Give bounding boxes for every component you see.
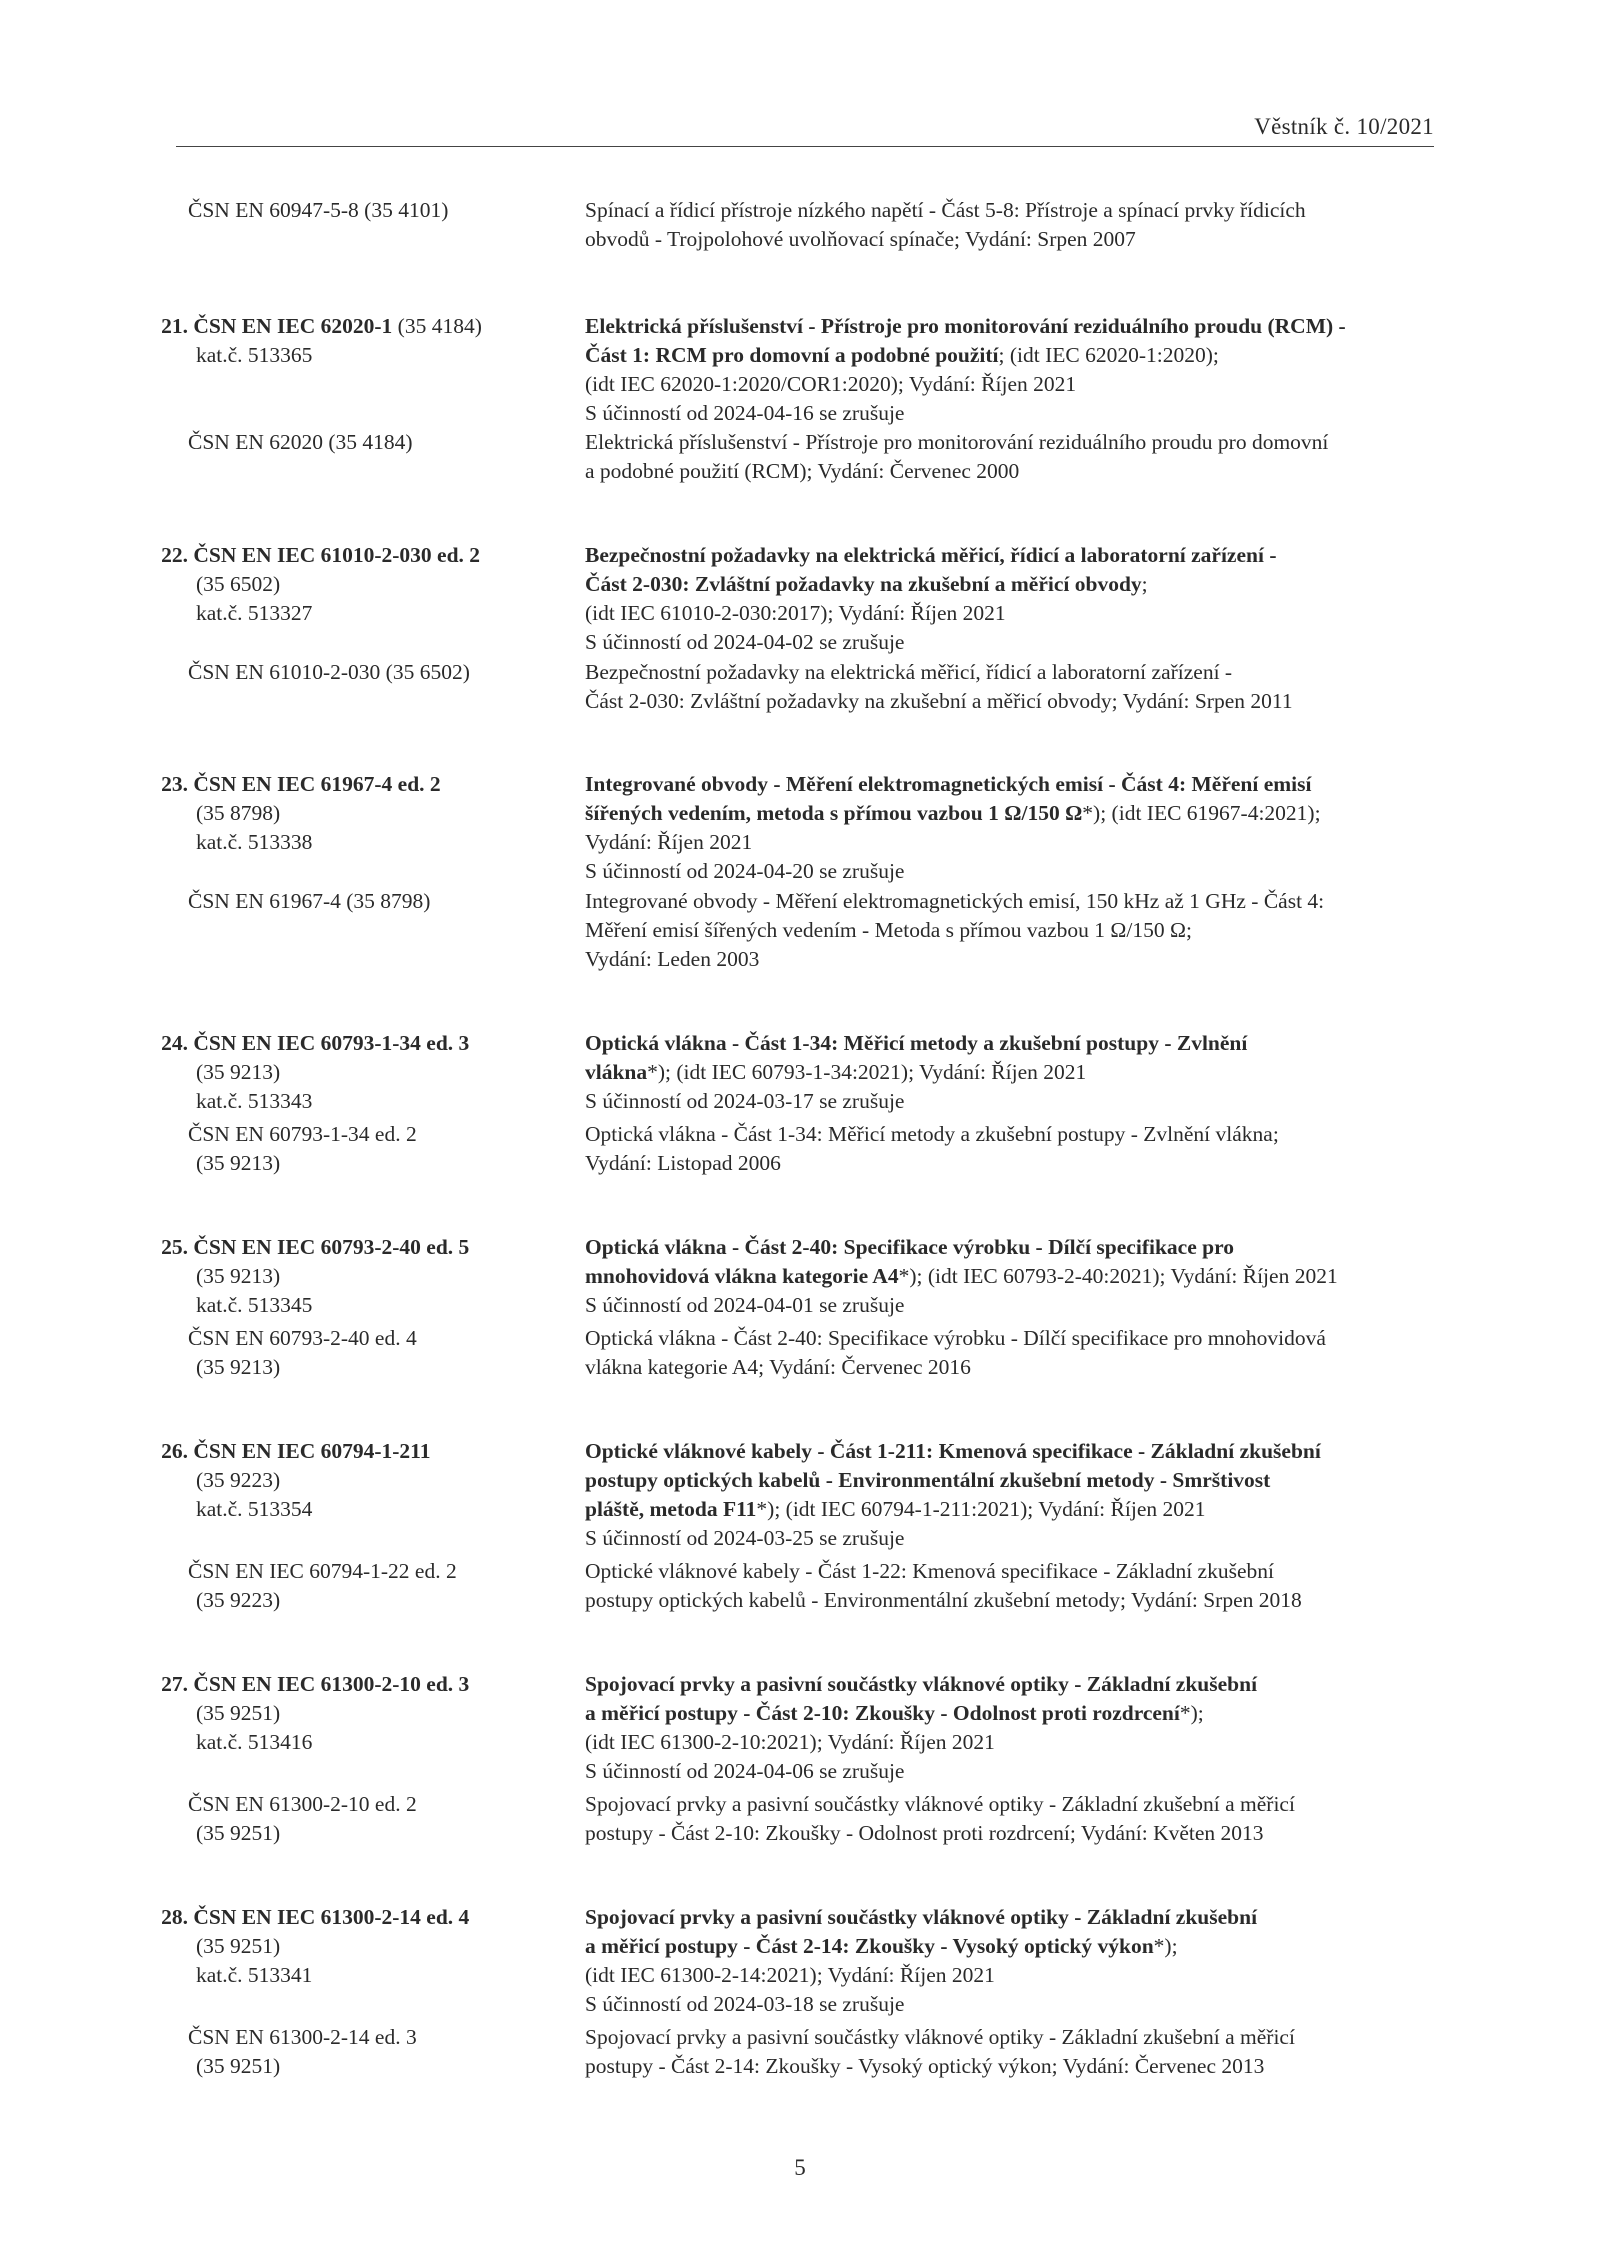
page-header bbox=[176, 112, 1434, 147]
title-rest: (idt IEC 61300-2-10:2021); Vydání: Říjen 2021 bbox=[585, 1730, 995, 1754]
new-standard-code bbox=[161, 312, 578, 370]
new-standard-description bbox=[585, 312, 1445, 428]
new-standard-description bbox=[585, 1029, 1445, 1116]
old-code-line: ČSN EN 61300-2-10 ed. 2 bbox=[188, 1792, 417, 1816]
title-bold: Optická vlákna - Část 2-40: Specifikace výrobku - Dílčí specifikace pro bbox=[585, 1235, 1234, 1259]
entry-number: 22. bbox=[161, 543, 188, 567]
old-desc-line: Integrované obvody - Měření elektromagnetických emisí, 150 kHz až 1 GHz - Část 4: bbox=[585, 889, 1325, 913]
standard-meta: (35 9213) bbox=[196, 1264, 281, 1288]
standard-code: ČSN EN IEC 61010-2-030 ed. 2 bbox=[193, 543, 481, 567]
old-standard-description bbox=[585, 887, 1445, 974]
new-standard-description bbox=[585, 1437, 1445, 1553]
standard-meta: kat.č. 513341 bbox=[196, 1963, 313, 1987]
new-standard-code bbox=[161, 541, 578, 628]
title-bold: Optické vláknové kabely - Část 1-211: Kmenová specifikace - Základní zkušební bbox=[585, 1439, 1321, 1463]
entry-number: 26. bbox=[161, 1439, 188, 1463]
title-rest: S účinností od 2024-03-17 se zrušuje bbox=[585, 1089, 905, 1113]
entry-number: 23. bbox=[161, 772, 188, 796]
title-rest: S účinností od 2024-03-18 se zrušuje bbox=[585, 1992, 905, 2016]
title-rest: S účinností od 2024-04-02 se zrušuje bbox=[585, 630, 905, 654]
new-standard-description bbox=[585, 1903, 1445, 2019]
new-standard-code bbox=[161, 1437, 578, 1524]
old-desc-line: Vydání: Listopad 2006 bbox=[585, 1151, 781, 1175]
standard-meta: (35 9223) bbox=[196, 1468, 281, 1492]
old-standard-description bbox=[585, 1324, 1445, 1382]
standard-code: ČSN EN IEC 61967-4 ed. 2 bbox=[193, 772, 441, 796]
old-desc-line: Spojovací prvky a pasivní součástky vláknové optiky - Základní zkušební a měřicí bbox=[585, 1792, 1295, 1816]
standard-code: ČSN EN IEC 61300-2-14 ed. 4 bbox=[193, 1905, 470, 1929]
new-standard-code bbox=[161, 1233, 578, 1320]
title-rest: *); bbox=[1179, 1701, 1204, 1725]
old-standard-code bbox=[188, 1324, 578, 1382]
new-standard-code bbox=[161, 1903, 578, 1990]
old-code-line: ČSN EN 61010-2-030 (35 6502) bbox=[188, 660, 470, 684]
old-standard-description bbox=[585, 658, 1445, 716]
old-desc-line: postupy - Část 2-14: Zkoušky - Vysoký optický výkon; Vydání: Červenec 2013 bbox=[585, 2054, 1265, 2078]
new-standard-code bbox=[161, 770, 578, 857]
old-code-line: ČSN EN IEC 60794-1-22 ed. 2 bbox=[188, 1559, 457, 1583]
old-standard-description bbox=[585, 1557, 1445, 1615]
title-bold: Spojovací prvky a pasivní součástky vláknové optiky - Základní zkušební bbox=[585, 1672, 1258, 1696]
standard-code: ČSN EN IEC 61300-2-10 ed. 3 bbox=[193, 1672, 470, 1696]
entry-number: 28. bbox=[161, 1905, 188, 1929]
old-standard-code bbox=[188, 1120, 578, 1178]
standard-code: ČSN EN IEC 62020-1 bbox=[193, 314, 393, 338]
old-desc-line: Vydání: Leden 2003 bbox=[585, 947, 760, 971]
old-desc-line: Bezpečnostní požadavky na elektrická měřicí, řídicí a laboratorní zařízení - bbox=[585, 660, 1233, 684]
title-bold: Část 1: RCM pro domovní a podobné použití bbox=[585, 343, 999, 367]
title-rest: ; bbox=[1141, 572, 1148, 596]
title-bold: Část 2-030: Zvláštní požadavky na zkušební a měřicí obvody bbox=[585, 572, 1142, 596]
standard-meta: kat.č. 513343 bbox=[196, 1089, 313, 1113]
old-code-line: (35 9223) bbox=[196, 1588, 281, 1612]
entry-number: 21. bbox=[161, 314, 188, 338]
title-rest: *); bbox=[1153, 1934, 1178, 1958]
old-desc-line: Elektrická příslušenství - Přístroje pro monitorování reziduálního proudu pro domovní bbox=[585, 430, 1329, 454]
new-standard-code bbox=[161, 1029, 578, 1116]
entry-number: 25. bbox=[161, 1235, 188, 1259]
title-bold: Bezpečnostní požadavky na elektrická měřicí, řídicí a laboratorní zařízení - bbox=[585, 543, 1277, 567]
title-bold: šířených vedením, metoda s přímou vazbou 1 Ω/150 Ω bbox=[585, 801, 1083, 825]
standard-meta: kat.č. 513416 bbox=[196, 1730, 313, 1754]
standard-code: ČSN EN IEC 60793-1-34 ed. 3 bbox=[193, 1031, 470, 1055]
title-rest: (idt IEC 62020-1:2020/COR1:2020); Vydání: Říjen 2021 bbox=[585, 372, 1077, 396]
old-desc-line: Část 2-030: Zvláštní požadavky na zkušební a měřicí obvody; Vydání: Srpen 2011 bbox=[585, 689, 1293, 713]
standard-class: (35 4184) bbox=[392, 314, 482, 338]
old-standard-code bbox=[188, 2023, 578, 2081]
old-desc-line: a podobné použití (RCM); Vydání: Červenec 2000 bbox=[585, 459, 1020, 483]
old-code-line: ČSN EN 60793-2-40 ed. 4 bbox=[188, 1326, 417, 1350]
old-desc-line: Spojovací prvky a pasivní součástky vláknové optiky - Základní zkušební a měřicí bbox=[585, 2025, 1295, 2049]
old-standard-code: ČSN EN 60947-5-8 (35 4101) bbox=[188, 198, 449, 222]
title-rest: S účinností od 2024-04-16 se zrušuje bbox=[585, 401, 905, 425]
old-code-line: (35 9251) bbox=[196, 1821, 281, 1845]
old-desc-line: Optická vlákna - Část 2-40: Specifikace výrobku - Dílčí specifikace pro mnohovidová bbox=[585, 1326, 1326, 1350]
old-desc-line: postupy - Část 2-10: Zkoušky - Odolnost proti rozdrcení; Vydání: Květen 2013 bbox=[585, 1821, 1264, 1845]
title-bold: pláště, metoda F11 bbox=[585, 1497, 757, 1521]
standard-meta: kat.č. 513338 bbox=[196, 830, 313, 854]
old-code-line: ČSN EN 61967-4 (35 8798) bbox=[188, 889, 431, 913]
old-desc-line: Měření emisí šířených vedením - Metoda s přímou vazbou 1 Ω/150 Ω; bbox=[585, 918, 1192, 942]
title-rest: S účinností od 2024-04-06 se zrušuje bbox=[585, 1759, 905, 1783]
title-rest: (idt IEC 61010-2-030:2017); Vydání: Říjen 2021 bbox=[585, 601, 1006, 625]
title-rest: *); (idt IEC 61967-4:2021); bbox=[1082, 801, 1321, 825]
title-rest: *); (idt IEC 60793-1-34:2021); Vydání: Říjen 2021 bbox=[647, 1060, 1087, 1084]
title-bold: mnohovidová vlákna kategorie A4 bbox=[585, 1264, 899, 1288]
standard-meta: (35 8798) bbox=[196, 801, 281, 825]
page-number: 5 bbox=[794, 2155, 806, 2180]
old-desc-line: postupy optických kabelů - Environmentální zkušební metody; Vydání: Srpen 2018 bbox=[585, 1588, 1302, 1612]
entry-number: 27. bbox=[161, 1672, 188, 1696]
standard-meta: kat.č. 513354 bbox=[196, 1497, 313, 1521]
entry-number: 24. bbox=[161, 1031, 188, 1055]
title-rest: (idt IEC 61300-2-14:2021); Vydání: Říjen 2021 bbox=[585, 1963, 995, 1987]
old-desc-line: vlákna kategorie A4; Vydání: Červenec 2016 bbox=[585, 1355, 971, 1379]
standard-code: ČSN EN IEC 60794-1-211 bbox=[193, 1439, 431, 1463]
standard-meta: kat.č. 513365 bbox=[196, 343, 313, 367]
standard-code: ČSN EN IEC 60793-2-40 ed. 5 bbox=[193, 1235, 470, 1259]
title-bold: a měřicí postupy - Část 2-14: Zkoušky - Vysoký optický výkon bbox=[585, 1934, 1154, 1958]
old-standard-code bbox=[188, 1790, 578, 1848]
old-code-line: (35 9213) bbox=[196, 1355, 281, 1379]
old-code-line: ČSN EN 61300-2-14 ed. 3 bbox=[188, 2025, 417, 2049]
new-standard-description bbox=[585, 1670, 1445, 1786]
old-code-line: (35 9213) bbox=[196, 1151, 281, 1175]
title-bold: Spojovací prvky a pasivní součástky vláknové optiky - Základní zkušební bbox=[585, 1905, 1258, 1929]
old-standard-code bbox=[188, 887, 578, 916]
title-rest: *); (idt IEC 60793-2-40:2021); Vydání: Říjen 2021 bbox=[898, 1264, 1338, 1288]
old-standard-description bbox=[585, 2023, 1445, 2081]
new-standard-code bbox=[161, 1670, 578, 1757]
new-standard-description bbox=[585, 770, 1445, 886]
standard-meta: (35 9213) bbox=[196, 1060, 281, 1084]
old-standard-code bbox=[188, 1557, 578, 1615]
bulletin-title: Věstník č. 10/2021 bbox=[1254, 114, 1434, 139]
new-standard-description bbox=[585, 1233, 1445, 1320]
standard-meta: (35 6502) bbox=[196, 572, 281, 596]
old-standard-description bbox=[585, 1790, 1445, 1848]
old-standard-code bbox=[188, 658, 578, 687]
title-rest: Vydání: Říjen 2021 bbox=[585, 830, 753, 854]
title-rest: S účinností od 2024-04-01 se zrušuje bbox=[585, 1293, 905, 1317]
old-desc-line: Optické vláknové kabely - Část 1-22: Kmenová specifikace - Základní zkušební bbox=[585, 1559, 1274, 1583]
standard-meta: (35 9251) bbox=[196, 1701, 281, 1725]
title-rest: ; (idt IEC 62020-1:2020); bbox=[998, 343, 1219, 367]
old-code-line: (35 9251) bbox=[196, 2054, 281, 2078]
title-bold: postupy optických kabelů - Environmentální zkušební metody - Smrštivost bbox=[585, 1468, 1271, 1492]
title-bold: vlákna bbox=[585, 1060, 648, 1084]
old-code-line: ČSN EN 62020 (35 4184) bbox=[188, 430, 413, 454]
old-standard-description bbox=[585, 1120, 1445, 1178]
standard-meta: kat.č. 513345 bbox=[196, 1293, 313, 1317]
title-bold: Elektrická příslušenství - Přístroje pro monitorování reziduálního proudu (RCM) - bbox=[585, 314, 1346, 338]
old-standard-code bbox=[188, 428, 578, 457]
title-rest: S účinností od 2024-03-25 se zrušuje bbox=[585, 1526, 905, 1550]
title-bold: Optická vlákna - Část 1-34: Měřicí metody a zkušební postupy - Zvlnění bbox=[585, 1031, 1248, 1055]
standard-meta: kat.č. 513327 bbox=[196, 601, 313, 625]
title-rest: S účinností od 2024-04-20 se zrušuje bbox=[585, 859, 905, 883]
title-rest: *); (idt IEC 60794-1-211:2021); Vydání: Říjen 2021 bbox=[756, 1497, 1206, 1521]
new-standard-description bbox=[585, 541, 1445, 657]
old-standard-description: Spínací a řídicí přístroje nízkého napětí - Část 5-8: Přístroje a spínací prvky řídicích obvodů - Trojpolohové uvolňovací spínače; Vydání: Srpen 2007 bbox=[585, 198, 1306, 251]
old-desc-line: Optická vlákna - Část 1-34: Měřicí metody a zkušební postupy - Zvlnění vlákna; bbox=[585, 1122, 1279, 1146]
old-standard-description bbox=[585, 428, 1445, 486]
standard-meta: (35 9251) bbox=[196, 1934, 281, 1958]
title-bold: a měřicí postupy - Část 2-10: Zkoušky - Odolnost proti rozdrcení bbox=[585, 1701, 1180, 1725]
old-code-line: ČSN EN 60793-1-34 ed. 2 bbox=[188, 1122, 417, 1146]
title-bold: Integrované obvody - Měření elektromagnetických emisí - Část 4: Měření emisí bbox=[585, 772, 1312, 796]
